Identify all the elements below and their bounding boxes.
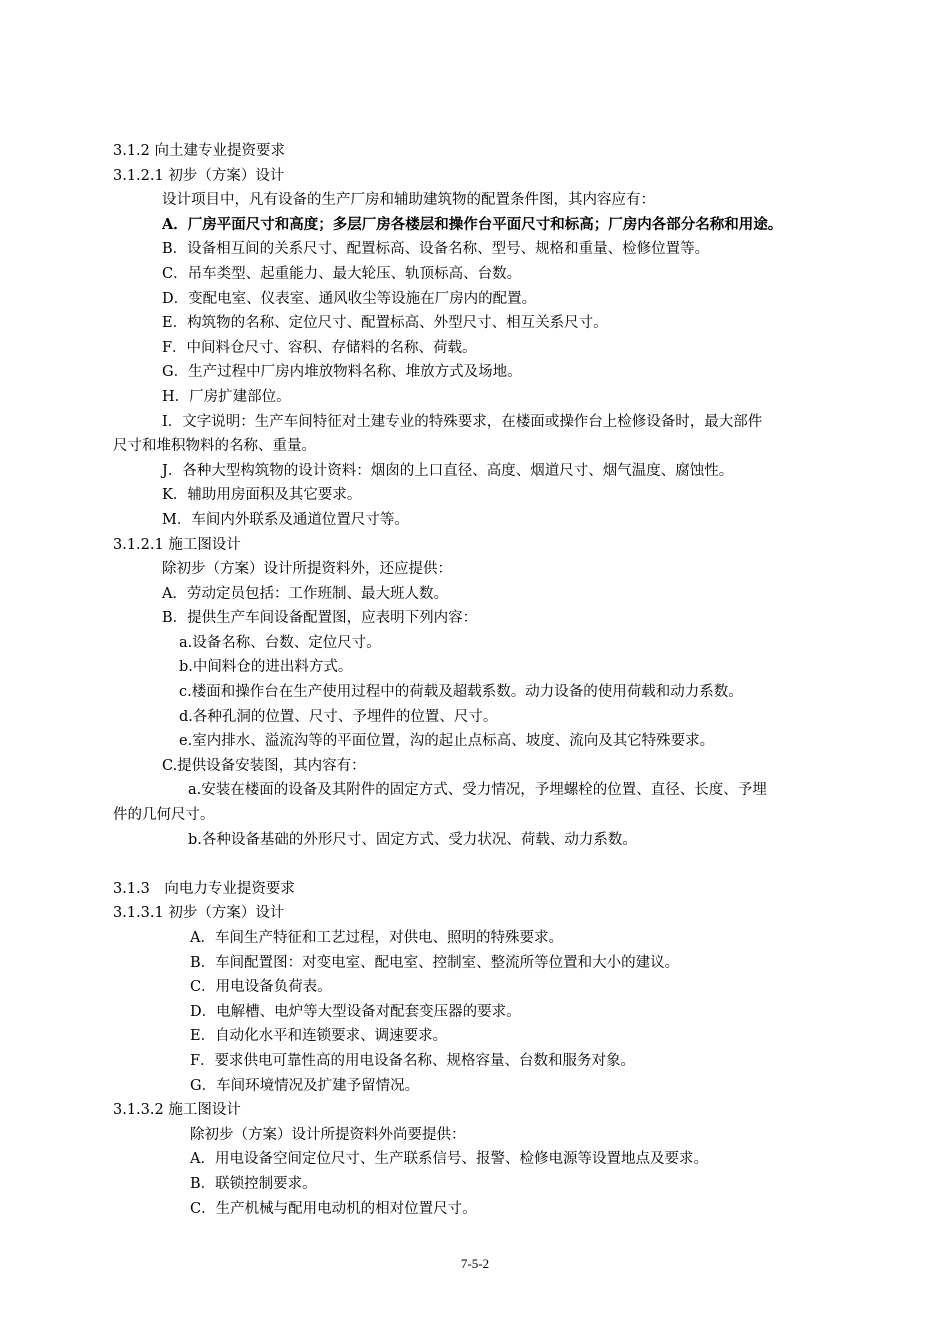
list-item: C．用电设备负荷表。 <box>190 979 332 996</box>
list-item: A．厂房平面尺寸和高度；多层厂房各楼层和操作台平面尺寸和标高；厂房内各部分名称和用途。 <box>162 215 783 233</box>
subsection-heading: 3.1.2.1 初步（方案）设计 <box>113 167 285 184</box>
list-item: C.提供设备安装图，其内容有： <box>162 757 366 774</box>
list-item: G．生产过程中厂房内堆放物料名称、堆放方式及场地。 <box>162 364 522 381</box>
paragraph: 除初步（方案）设计所提资料外，还应提供： <box>162 561 452 578</box>
list-item: E．构筑物的名称、定位尺寸、配置标高、外型尺寸、相互关系尺寸。 <box>162 315 608 332</box>
list-item: A．车间生产特征和工艺过程，对供电、照明的特殊要求。 <box>190 930 563 946</box>
list-item: J．各种大型构筑物的设计资料：烟囱的上口直径、高度、烟道尺寸、烟气温度、腐蚀性。 <box>162 462 734 479</box>
document-body <box>113 139 873 1221</box>
list-item: C．生产机械与配用电动机的相对位置尺寸。 <box>190 1200 477 1217</box>
list-item: I．文字说明：生产车间特征对土建专业的特殊要求，在楼面或操作台上检修设备时，最大部件 <box>162 413 763 430</box>
list-item: B．提供生产车间设备配置图，应表明下列内容： <box>162 610 478 627</box>
list-item: F．要求供电可靠性高的用电设备名称、规格容量、台数和服务对象。 <box>190 1052 636 1069</box>
sub-list-item: e.室内排水、溢流沟等的平面位置，沟的起止点标高、坡度、流向及其它特殊要求。 <box>179 733 715 750</box>
list-item: B．车间配置图：对变电室、配电室、控制室、整流所等位置和大小的建议。 <box>190 954 680 971</box>
list-item-continuation: 尺寸和堆积物料的名称、重量。 <box>113 438 316 455</box>
list-item: D．变配电室、仪表室、通风收尘等设施在厂房内的配置。 <box>162 290 537 307</box>
sub-list-item: c.楼面和操作台在生产使用过程中的荷载及超载系数。动力设备的使用荷载和动力系数。 <box>179 684 743 701</box>
list-item: G．车间环境情况及扩建予留情况。 <box>190 1077 420 1094</box>
list-item: C．吊车类型、起重能力、最大轮压、轨顶标高、台数。 <box>162 265 522 282</box>
list-item: B．设备相互间的关系尺寸、配置标高、设备名称、型号、规格和重量、检修位置等。 <box>162 241 710 258</box>
sub-list-item: b.各种设备基础的外形尺寸、固定方式、受力状况、荷载、动力系数。 <box>188 831 637 848</box>
paragraph: 设计项目中，凡有设备的生产厂房和辅助建筑物的配置条件图，其内容应有： <box>162 192 655 209</box>
sub-list-item-continuation: 件的几何尺寸。 <box>113 807 215 824</box>
section-heading: 3.1.2 向土建专业提资要求 <box>113 143 286 159</box>
list-item: D．电解槽、电炉等大型设备对配套变压器的要求。 <box>190 1003 521 1020</box>
page-number: 7-5-2 <box>460 1256 490 1271</box>
subsection-heading: 3.1.3.1 初步（方案）设计 <box>113 905 285 922</box>
blank-line <box>113 852 873 877</box>
sub-list-item: a.安装在楼面的设备及其附件的固定方式、受力情况，予埋螺栓的位置、直径、长度、予埋 <box>188 782 767 799</box>
list-item: M．车间内外联系及通道位置尺寸等。 <box>162 511 409 528</box>
list-item: A．用电设备空间定位尺寸、生产联系信号、报警、检修电源等设置地点及要求。 <box>190 1151 708 1168</box>
sub-list-item: a.设备名称、台数、定位尺寸。 <box>179 634 381 651</box>
subsection-heading: 3.1.2.1 施工图设计 <box>113 536 241 553</box>
subsection-heading: 3.1.3.2 施工图设计 <box>113 1102 241 1119</box>
sub-list-item: b.中间料仓的进出料方式。 <box>179 659 353 676</box>
list-item: B．联锁控制要求。 <box>190 1175 317 1192</box>
list-item: A．劳动定员包括：工作班制、最大班人数。 <box>162 585 448 602</box>
list-item: E．自动化水平和连锁要求、调速要求。 <box>190 1028 448 1045</box>
list-item: H．厂房扩建部位。 <box>162 388 291 405</box>
section-heading: 3.1.3 向电力专业提资要求 <box>113 880 295 897</box>
sub-list-item: d.各种孔洞的位置、尺寸、予埋件的位置、尺寸。 <box>179 708 498 725</box>
paragraph: 除初步（方案）设计所提资料外尚要提供： <box>190 1126 466 1143</box>
list-item: K．辅助用房面积及其它要求。 <box>162 487 362 504</box>
list-item: F．中间料仓尺寸、容积、存储料的名称、荷载。 <box>162 339 477 356</box>
